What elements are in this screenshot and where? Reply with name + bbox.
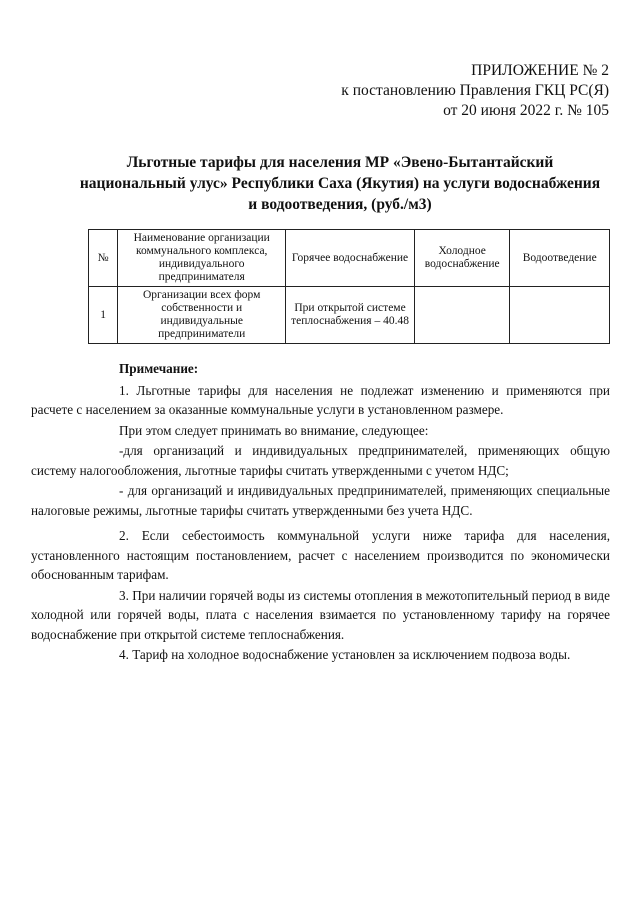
note-paragraph-3: -для организаций и индивидуальных предпринимателей, применяющих общую систему налогообложения, льготные тарифы считать утвержденными с учетом НДС; <box>31 443 610 478</box>
note-paragraph-6: 3. При наличии горячей воды из системы отопления в межотопительный период в виде холодной или горячей воды, плата с населения взимается по установленному тарифу на горячее водоснабжение при открытой системе теплоснабжения. <box>31 587 610 642</box>
title-line-2: национальный улус» Республики Саха (Якутия) на услуги водоснабжения <box>79 175 601 192</box>
title-line-3: и водоотведения, (руб./м3) <box>248 196 432 213</box>
header-number: № <box>89 230 118 287</box>
cell-cold-water <box>415 287 510 344</box>
note-paragraph-2: При этом следует принимать во внимание, следующее: <box>119 422 429 438</box>
cell-organization: Организации всех форм собственности и индивидуальные предприниматели <box>118 287 286 344</box>
appendix-number: ПРИЛОЖЕНИЕ № 2 <box>471 62 609 79</box>
title-line-1: Льготные тарифы для населения МР «Эвено-Бытантайский <box>126 154 554 171</box>
document-title <box>70 152 610 215</box>
notes-section <box>31 359 610 665</box>
note-paragraph-7: 4. Тариф на холодное водоснабжение установлен за исключением подвоза воды. <box>119 647 571 662</box>
cell-number: 1 <box>89 287 118 344</box>
notes-heading: Примечание: <box>119 361 199 376</box>
header-hot-water: Горячее водоснабжение <box>286 230 415 287</box>
header-organization: Наименование организации коммунального комплекса, индивидуального предпринимателя <box>118 230 286 287</box>
cell-hot-water: При открытой системе теплоснабжения – 40.48 <box>286 287 415 344</box>
tariff-table <box>88 229 610 344</box>
note-paragraph-1: 1. Льготные тарифы для населения не подлежат изменению и применяются при расчете с населением за оказанные коммунальные услуги в установленном размере. <box>31 382 610 417</box>
note-paragraph-5: 2. Если себестоимость коммунальной услуги ниже тарифа для населения, установленного настоящим постановлением, расчет с населением производится по экономически обоснованным тарифам. <box>31 528 610 582</box>
table-row <box>89 287 610 344</box>
table-header-row <box>89 230 610 287</box>
header-drainage: Водоотведение <box>510 230 610 287</box>
header-cold-water: Холодное водоснабжение <box>415 230 510 287</box>
appendix-date: от 20 июня 2022 г. № 105 <box>443 102 609 119</box>
note-paragraph-4: - для организаций и индивидуальных предпринимателей, применяющих специальные налоговые режимы, льготные тарифы считать утвержденными без учета НДС. <box>31 483 610 518</box>
appendix-header <box>341 61 609 121</box>
cell-drainage <box>510 287 610 344</box>
appendix-resolution: к постановлению Правления ГКЦ РС(Я) <box>341 82 609 99</box>
